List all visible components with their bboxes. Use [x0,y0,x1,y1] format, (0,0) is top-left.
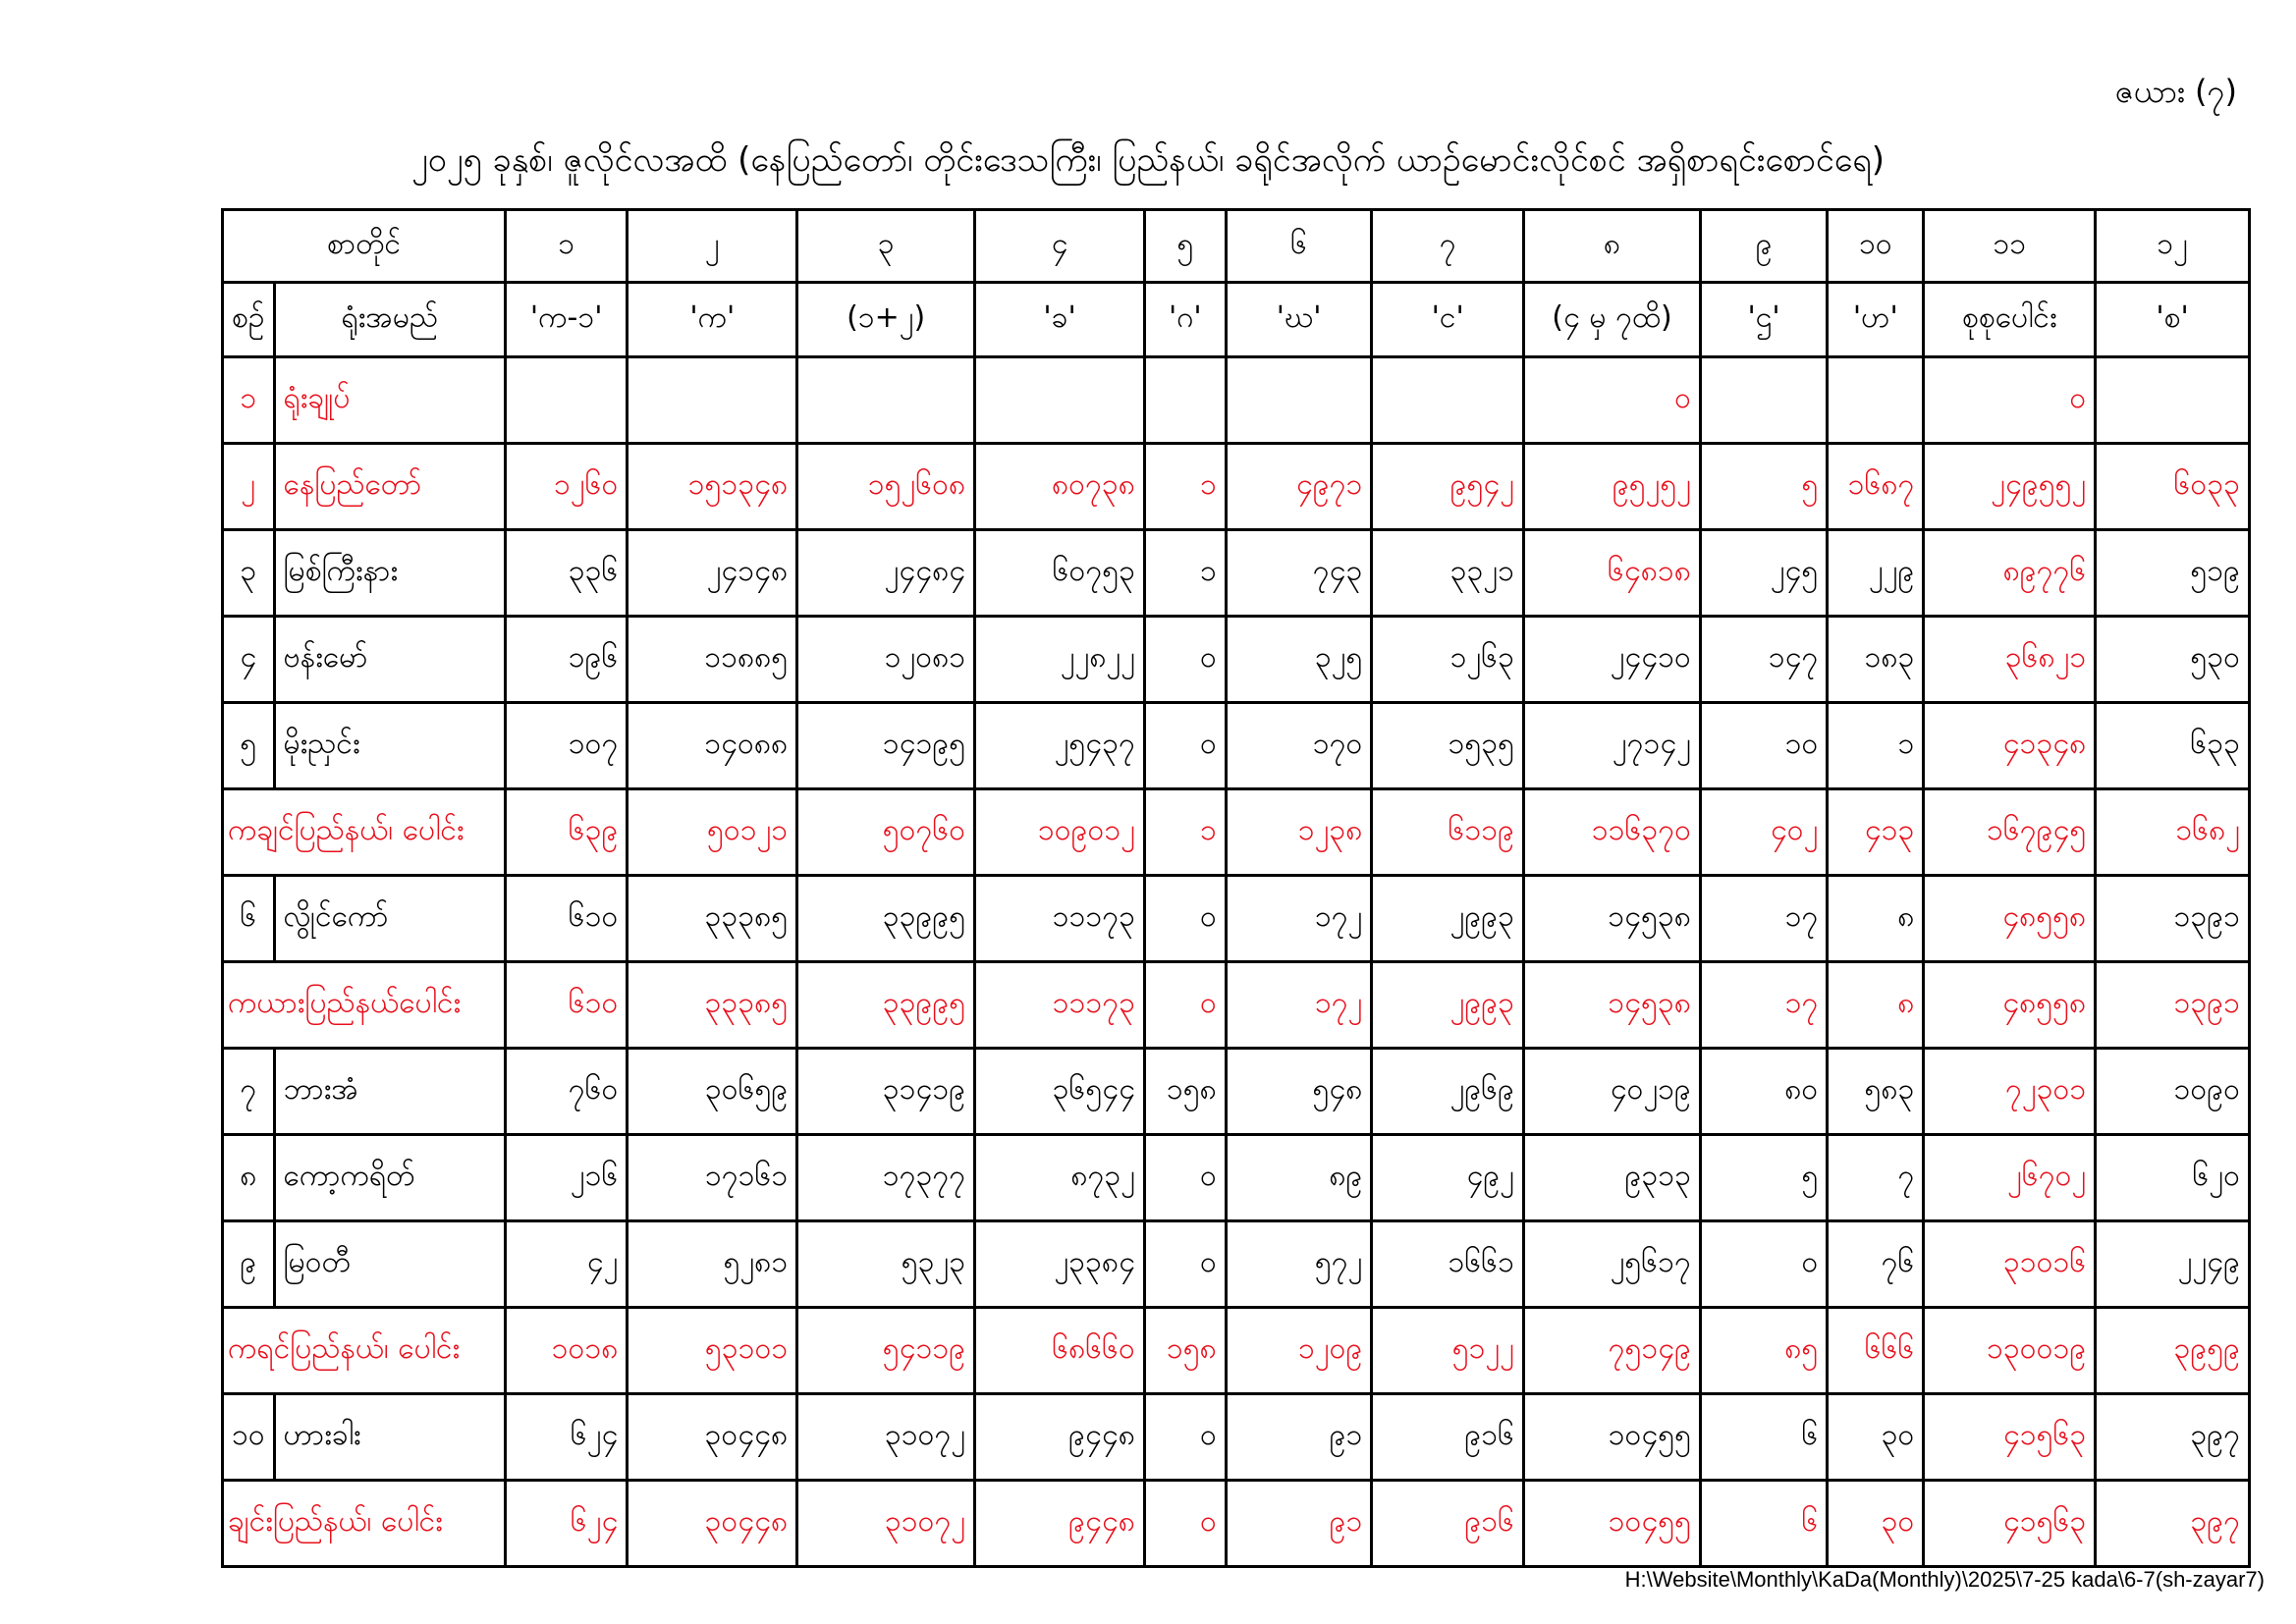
column-number: ၆ [1226,210,1372,283]
value-cell: ၁၇၂ [1226,962,1372,1049]
value-cell: ၁ [1144,789,1226,876]
value-cell: ၂၂၉ [1828,530,1924,617]
value-cell: ၄၉၇၁ [1226,444,1372,530]
value-cell: ၃၆၈၂၁ [1924,617,2096,703]
value-cell: ၁၆၇၉၄၅ [1924,789,2096,876]
value-cell: ၀ [1144,1481,1226,1567]
office-name-header: ရုံးအမည် [274,283,506,357]
value-cell [1828,357,1924,444]
column-number: ၁၂ [2096,210,2250,283]
value-cell: ၆၁၁၉ [1372,789,1524,876]
value-cell: ၃၉၇ [2096,1394,2250,1481]
value-cell: ၁၄၅၃၈ [1524,876,1701,962]
value-cell: ၅၇၂ [1226,1221,1372,1308]
value-cell: ၁၀၇ [506,703,628,789]
value-cell: ၆၀၇၅၃ [975,530,1145,617]
value-cell: ၄၁၅၆၃ [1924,1394,2096,1481]
value-cell: ၉၁ [1226,1394,1372,1481]
value-cell: ၃၁၄၁၉ [797,1049,975,1135]
column-number: ၅ [1144,210,1226,283]
value-cell: ၄၁၅၆၃ [1924,1481,2096,1567]
value-cell: ၅၃၁၀၁ [628,1308,797,1394]
value-cell: ၃၃၃၈၅ [628,962,797,1049]
value-cell: ၂၉၆၉ [1372,1049,1524,1135]
license-category-header: 'ခ' [975,283,1145,357]
value-cell: ၁၀ [1700,703,1827,789]
office-name: ဗန်းမော် [274,617,506,703]
value-cell: ၆ [1700,1481,1827,1567]
table-row [223,1221,2250,1308]
license-category-header: 'ဌ' [1700,283,1827,357]
value-cell: ၅၈၃ [1828,1049,1924,1135]
serial-number: ၂ [223,444,275,530]
value-cell: ၁၄၇ [1700,617,1827,703]
office-name: နေပြည်တော် [274,444,506,530]
value-cell: ၁၇၁၆၁ [628,1135,797,1221]
value-cell: ၀ [1700,1221,1827,1308]
value-cell: ၈၀ [1700,1049,1827,1135]
value-cell: ၆ [1700,1394,1827,1481]
table-row [223,1135,2250,1221]
value-cell: ၀ [1144,962,1226,1049]
value-cell: ၀ [1144,876,1226,962]
value-cell: ၆၂၄ [506,1481,628,1567]
value-cell: ၀ [1524,357,1701,444]
value-cell: ၁၇၀ [1226,703,1372,789]
value-cell: ၇၄၃ [1226,530,1372,617]
value-cell: ၂၄၄၈၄ [797,530,975,617]
value-cell: ၄၂ [506,1221,628,1308]
license-table [221,208,2251,1568]
value-cell: ၂၂၄၉ [2096,1221,2250,1308]
value-cell: ၁၅၈ [1144,1308,1226,1394]
license-category-header: (၄ မှ ၇ထိ) [1524,283,1701,357]
value-cell: ၀ [1144,1221,1226,1308]
value-cell: ၇၆၀ [506,1049,628,1135]
value-cell: ၇၆ [1828,1221,1924,1308]
value-cell: ၉၃၁၃ [1524,1135,1701,1221]
value-cell: ၁ [1828,703,1924,789]
value-cell [2096,357,2250,444]
license-category-header: 'က-၁' [506,283,628,357]
table-row [223,1049,2250,1135]
office-name: မြဝတီ [274,1221,506,1308]
table-row [223,530,2250,617]
value-cell: ၆၈၆၆၀ [975,1308,1145,1394]
value-cell: ၁၀၄၅၅ [1524,1481,1701,1567]
value-cell [975,357,1145,444]
value-cell: ၅ [1700,444,1827,530]
value-cell: ၂၉၉၃ [1372,876,1524,962]
value-cell: ၃၃၆ [506,530,628,617]
value-cell: ၁၆၆၁ [1372,1221,1524,1308]
value-cell: ၁၂၆၃ [1372,617,1524,703]
value-cell: ၃၀၆၅၉ [628,1049,797,1135]
office-name: ဟားခါး [274,1394,506,1481]
value-cell: ၈ [1828,876,1924,962]
office-name: ရုံးချုပ် [274,357,506,444]
value-cell: ၄၉၂ [1372,1135,1524,1221]
table-row [223,876,2250,962]
value-cell: ၃၆၅၄၄ [975,1049,1145,1135]
value-cell: ၁၀၉၀၁၂ [975,789,1145,876]
value-cell: ၄၀၂ [1700,789,1827,876]
page-title: ၂၀၂၅ ခုနှစ်၊ ဇူလိုင်လအထိ (နေပြည်တော်၊ တိုင်းဒေသကြီး၊ ပြည်နယ်၊ ခရိုင်အလိုက် ယာဉ်မောင်းလိုင်စင် အရှိစာရင်းစောင်ရေ) [410,140,1886,180]
serial-number: ၁ [223,357,275,444]
value-cell: ၉၁၆ [1372,1481,1524,1567]
value-cell: ၁၂၃၈ [1226,789,1372,876]
value-cell: ၁၂၀၈၁ [797,617,975,703]
value-cell: ၄၁၃ [1828,789,1924,876]
serial-number: ၈ [223,1135,275,1221]
value-cell: ၉၁ [1226,1481,1372,1567]
value-cell: ၃၃၉၉၅ [797,876,975,962]
value-cell: ၃၁၀၇၂ [797,1394,975,1481]
value-cell: ၁၂၆၀ [506,444,628,530]
value-cell: ၁၅၃၅ [1372,703,1524,789]
value-cell: ၂၁၆ [506,1135,628,1221]
column-number: ၁၁ [1924,210,2096,283]
value-cell: ၆၁၀ [506,876,628,962]
value-cell: ၀ [1144,617,1226,703]
license-category-header: 'င' [1372,283,1524,357]
value-cell: ၂၅၄၃၇ [975,703,1145,789]
value-cell: ၁၀၁၈ [506,1308,628,1394]
serial-number: ၆ [223,876,275,962]
table-row [223,1394,2250,1481]
value-cell: ၁၇ [1700,962,1827,1049]
header-row-categories [223,283,2250,357]
value-cell: ၅၄၈ [1226,1049,1372,1135]
value-cell: ၀ [1144,703,1226,789]
value-cell: ၆၀၃၃ [2096,444,2250,530]
value-cell: ၉၅၂၅၂ [1524,444,1701,530]
serial-number: ၃ [223,530,275,617]
value-cell: ၂၇၁၄၂ [1524,703,1701,789]
file-path-footer: H:\Website\Monthly\KaDa(Monthly)\2025\7-25 kada\6-7(sh-zayar7) [1624,1567,2265,1592]
value-cell [506,357,628,444]
value-cell: ၅၃၀ [2096,617,2250,703]
value-cell: ၁၀၉၀ [2096,1049,2250,1135]
state-total-label: ကယားပြည်နယ်ပေါင်း [223,962,506,1049]
serial-number: ၁၀ [223,1394,275,1481]
column-number: ၃ [797,210,975,283]
value-cell [1700,357,1827,444]
state-total-label: ချင်းပြည်နယ်၊ ပေါင်း [223,1481,506,1567]
value-cell [1226,357,1372,444]
office-name: မြစ်ကြီးနား [274,530,506,617]
value-cell: ၇၅၁၄၉ [1524,1308,1701,1394]
value-cell: ၂၄၄၁၀ [1524,617,1701,703]
value-cell: ၈၉ [1226,1135,1372,1221]
value-cell: ၁၃၉၁ [2096,962,2250,1049]
value-cell: ၃၀၄၄၈ [628,1481,797,1567]
value-cell: ၀ [1924,357,2096,444]
value-cell: ၅ [1700,1135,1827,1221]
value-cell: ၁ [1144,530,1226,617]
value-cell: ၃၀ [1828,1481,1924,1567]
office-name: ကော့ကရိတ် [274,1135,506,1221]
state-total-label: ကရင်ပြည်နယ်၊ ပေါင်း [223,1308,506,1394]
column-number: ၉ [1700,210,1827,283]
column-number: ၁ [506,210,628,283]
value-cell: ၃၉၇ [2096,1481,2250,1567]
value-cell: ၁၄၅၃၈ [1524,962,1701,1049]
value-cell: ၃၃၃၈၅ [628,876,797,962]
value-cell [628,357,797,444]
value-cell: ၁၆၈၇ [1828,444,1924,530]
value-cell: ၉၄၄၈ [975,1481,1145,1567]
subtotal-row [223,1308,2250,1394]
value-cell [1144,357,1226,444]
license-category-header: 'ဂ' [1144,283,1226,357]
value-cell: ၈၉၇၇၆ [1924,530,2096,617]
value-cell: ၁၅၈ [1144,1049,1226,1135]
value-cell: ၉၅၄၂ [1372,444,1524,530]
serial-number: ၇ [223,1049,275,1135]
value-cell: ၁၇ [1700,876,1827,962]
subtotal-row [223,962,2250,1049]
value-cell: ၁၃၀၀၁၉ [1924,1308,2096,1394]
value-cell: ၅၂၈၁ [628,1221,797,1308]
value-cell: ၆၄၈၁၈ [1524,530,1701,617]
value-cell: ၁၇၂ [1226,876,1372,962]
value-cell: ၂၂၈၂၂ [975,617,1145,703]
value-cell [1372,357,1524,444]
value-cell: ၁၁၁၇၃ [975,962,1145,1049]
table-row [223,444,2250,530]
value-cell: ၂၄၉၅၅၂ [1924,444,2096,530]
value-cell: ၂၉၉၃ [1372,962,1524,1049]
value-cell: ၁၂၀၉ [1226,1308,1372,1394]
column-number: ၄ [975,210,1145,283]
value-cell: ၆၂၄ [506,1394,628,1481]
header-row-column-numbers [223,210,2250,283]
value-cell: ၂၄၅ [1700,530,1827,617]
value-cell: ၀ [1144,1394,1226,1481]
value-cell: ၂၅၆၁၇ [1524,1221,1701,1308]
table-row [223,357,2250,444]
value-cell: ၉၄၄၈ [975,1394,1145,1481]
value-cell: ၆၃၃ [2096,703,2250,789]
page-label: ဇယား (၇) [2114,73,2237,110]
serial-number: ၉ [223,1221,275,1308]
value-cell: ၀ [1144,1135,1226,1221]
license-category-header: စုစုပေါင်း [1924,283,2096,357]
subtotal-row [223,1481,2250,1567]
value-cell: ၉၁၆ [1372,1394,1524,1481]
value-cell: ၅၄၁၁၉ [797,1308,975,1394]
value-cell: ၈၇၃၂ [975,1135,1145,1221]
value-cell: ၅၁၂၂ [1372,1308,1524,1394]
column-number: ၂ [628,210,797,283]
value-cell: ၅၀၁၂၁ [628,789,797,876]
column-number-label: စာတိုင် [223,210,506,283]
value-cell: ၃၃၉၉၅ [797,962,975,1049]
value-cell: ၁၄၀၈၈ [628,703,797,789]
value-cell: ၄၈၅၅၈ [1924,876,2096,962]
license-category-header: 'ဟ' [1828,283,1924,357]
value-cell: ၁၉၆ [506,617,628,703]
value-cell: ၃၁၀၁၆ [1924,1221,2096,1308]
license-category-header: 'ဃ' [1226,283,1372,357]
value-cell: ၃၁၀၇၂ [797,1481,975,1567]
value-cell: ၁၅၁၃၄၈ [628,444,797,530]
office-name: မိုးညှင်း [274,703,506,789]
value-cell: ၁၄၁၉၅ [797,703,975,789]
value-cell: ၁၅၂၆၀၈ [797,444,975,530]
license-category-header: 'က' [628,283,797,357]
value-cell: ၁၁၁၇၃ [975,876,1145,962]
value-cell: ၆၆၆ [1828,1308,1924,1394]
serial-number: ၄ [223,617,275,703]
value-cell: ၃၀ [1828,1394,1924,1481]
value-cell: ၅၁၉ [2096,530,2250,617]
serial-header: စဉ် [223,283,275,357]
value-cell: ၁၃၉၁ [2096,876,2250,962]
value-cell: ၃၉၅၉ [2096,1308,2250,1394]
value-cell: ၅၀၇၆၀ [797,789,975,876]
value-cell: ၈၅ [1700,1308,1827,1394]
value-cell: ၁၈၃ [1828,617,1924,703]
value-cell: ၃၃၂၁ [1372,530,1524,617]
value-cell: ၅၃၂၃ [797,1221,975,1308]
value-cell: ၇ [1828,1135,1924,1221]
value-cell: ၃၂၅ [1226,617,1372,703]
column-number: ၇ [1372,210,1524,283]
value-cell: ၁ [1144,444,1226,530]
value-cell: ၄၈၅၅၈ [1924,962,2096,1049]
license-category-header: (၁+၂) [797,283,975,357]
value-cell [797,357,975,444]
column-number: ၈ [1524,210,1701,283]
subtotal-row [223,789,2250,876]
value-cell: ၁၁၈၈၅ [628,617,797,703]
value-cell: ၇၂၃၀၁ [1924,1049,2096,1135]
value-cell: ၄၁၃၄၈ [1924,703,2096,789]
value-cell: ၆၁၀ [506,962,628,1049]
table-row [223,617,2250,703]
state-total-label: ကချင်ပြည်နယ်၊ ပေါင်း [223,789,506,876]
value-cell: ၄၀၂၁၉ [1524,1049,1701,1135]
value-cell: ၃၀၄၄၈ [628,1394,797,1481]
table-row [223,703,2250,789]
office-name: ဘားအံ [274,1049,506,1135]
value-cell: ၆၃၉ [506,789,628,876]
value-cell: ၂၆၇၀၂ [1924,1135,2096,1221]
value-cell: ၈၀၇၃၈ [975,444,1145,530]
value-cell: ၁၇၃၇၇ [797,1135,975,1221]
office-name: လွိုင်ကော် [274,876,506,962]
value-cell: ၂၄၁၄၈ [628,530,797,617]
value-cell: ၂၃၃၈၄ [975,1221,1145,1308]
license-category-header: 'စ' [2096,283,2250,357]
value-cell: ၁၀၄၅၅ [1524,1394,1701,1481]
value-cell: ၁၆၈၂ [2096,789,2250,876]
serial-number: ၅ [223,703,275,789]
value-cell: ၆၂၀ [2096,1135,2250,1221]
column-number: ၁၀ [1828,210,1924,283]
value-cell: ၈ [1828,962,1924,1049]
value-cell: ၁၁၆၃၇၀ [1524,789,1701,876]
